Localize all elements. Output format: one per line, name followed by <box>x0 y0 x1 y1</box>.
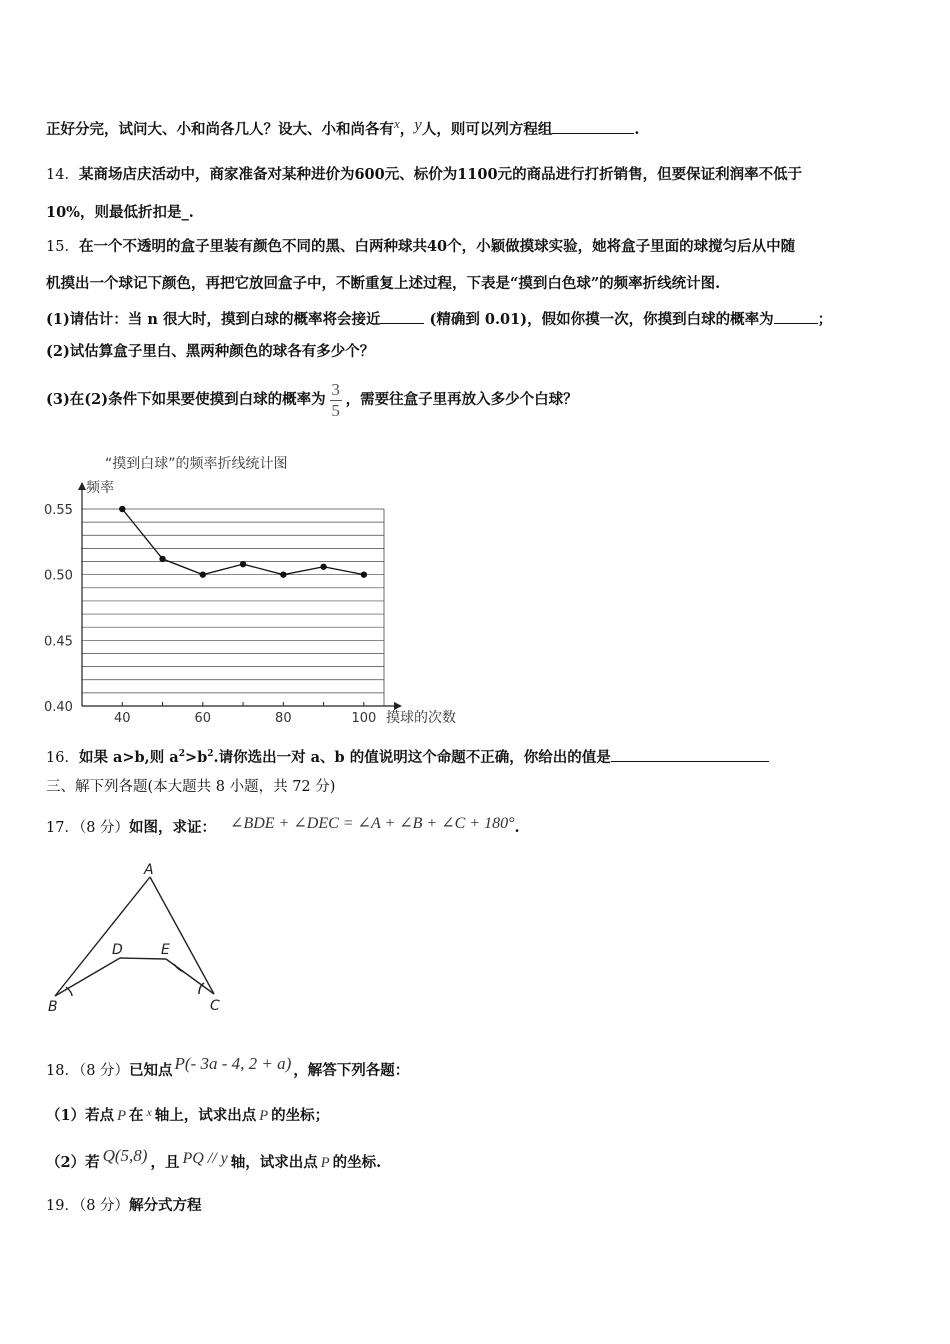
q16-sup1: 2 <box>178 749 185 759</box>
x-tick-label: 100 <box>351 711 377 726</box>
data-point <box>320 564 326 570</box>
chart-axes <box>78 482 402 710</box>
q16-number: 16． <box>46 749 79 766</box>
q18-p1-b: 在 <box>128 1107 144 1124</box>
q16-sup2: 2 <box>207 749 214 759</box>
q14-number: 14． <box>46 167 79 183</box>
q18-p2-parallel: PQ // y <box>182 1150 228 1167</box>
q15-frac-numerator: 3 <box>331 379 340 399</box>
label-e: E <box>161 942 170 958</box>
chart-grid <box>82 509 384 706</box>
section3-title-line <box>46 777 910 797</box>
q18-score: （8 分） <box>78 1063 130 1079</box>
q15-part2 <box>46 342 910 362</box>
q13-var-y: y <box>414 115 422 134</box>
q18-part2 <box>46 1142 910 1177</box>
q15-text-line1: 在一个不透明的盒子里装有颜色不同的黑、白两种球共40个，小颖做摸球实验，她将盒子里面的球搅匀后从中随 <box>78 238 796 255</box>
data-point <box>159 556 165 562</box>
q14-text-line2: 10%，则最低折扣是_. <box>46 204 194 221</box>
q17-line <box>46 814 910 838</box>
q18-point: P(- 3a - 4, 2 + a) <box>174 1054 292 1073</box>
label-c: C <box>210 998 220 1014</box>
data-point <box>200 571 206 577</box>
segment-ab <box>55 877 150 996</box>
y-tick-label: 0.45 <box>44 634 73 650</box>
q14-line1 <box>46 165 910 185</box>
q15-fraction <box>330 380 342 421</box>
q13-var-x: x <box>394 116 400 131</box>
q18-p1-d: 的坐标； <box>271 1107 330 1124</box>
data-point <box>119 506 125 512</box>
q15-part2-text: (2)试估算盒子里白、黑两种颜色的球各有多少个？ <box>46 343 375 360</box>
q18-p1-a: （1）若点 <box>46 1107 115 1124</box>
q15-part1-blank1[interactable] <box>380 309 424 324</box>
q18-p2-d: 的坐标. <box>332 1154 382 1171</box>
data-point <box>280 571 286 577</box>
segment-de <box>120 958 166 959</box>
q13-sep: ， <box>399 121 415 138</box>
q18-p1-P: P <box>117 1108 126 1124</box>
q19-number: 19． <box>46 1198 79 1214</box>
q17-score: （8 分） <box>78 820 130 836</box>
q15-part1-blank2[interactable] <box>774 309 818 324</box>
q15-number: 15． <box>46 239 79 255</box>
label-b: B <box>48 999 58 1015</box>
q16-line <box>46 744 910 768</box>
x-axis-arrow <box>394 702 402 710</box>
frequency-line-chart <box>40 448 480 733</box>
q13-end: . <box>634 121 640 138</box>
x-tick-label: 80 <box>275 711 292 726</box>
segment-ec <box>166 959 214 994</box>
q18-p2-b: ，且 <box>150 1154 180 1171</box>
q18-p2-a: （2）若 <box>46 1154 100 1171</box>
chart-y-axis-label: 频率 <box>86 480 114 496</box>
q13-text-after: 人，则可以列方程组 <box>421 121 553 138</box>
q15-part3-b: ，需要往盒子里再放入多少个白球？ <box>345 391 578 408</box>
q18-line <box>46 1050 910 1085</box>
q17-formula: ∠BDE + ∠DEC = ∠A + ∠B + ∠C + 180° <box>230 815 515 832</box>
y-tick-label: 0.40 <box>44 700 73 715</box>
segment-bd <box>55 958 120 996</box>
label-d: D <box>112 942 123 958</box>
data-point <box>240 561 246 567</box>
q14-line2 <box>46 203 910 223</box>
x-tick-label: 60 <box>194 711 212 726</box>
q18-p1-x: x <box>146 1105 152 1119</box>
q19-line <box>46 1196 910 1216</box>
chart-title: “摸到白球”的频率折线统计图 <box>105 456 288 472</box>
data-point <box>361 571 367 577</box>
label-a: A <box>144 862 154 878</box>
q16-text-b: >b <box>184 748 208 766</box>
q19-score: （8 分） <box>78 1198 130 1214</box>
q18-p1-c: 轴上，试求出点 <box>154 1107 257 1124</box>
q19-text: 解分式方程 <box>129 1197 202 1214</box>
q18-p2-P: P <box>320 1155 330 1171</box>
q15-part1-a: (1)请估计：当 n 很大时，摸到白球的概率将会接近 <box>46 311 381 328</box>
q15-line1 <box>46 237 910 257</box>
q18-p2-Q: Q(5,8) <box>102 1146 148 1165</box>
q15-frac-denominator: 5 <box>331 400 340 420</box>
angle-mark-c <box>199 983 204 994</box>
q16-text-c: .请你选出一对 a、b 的值说明这个命题不正确，你给出的值是 <box>213 748 611 766</box>
q18-p2-c: 轴，试求出点 <box>230 1154 318 1171</box>
y-axis-arrow <box>78 482 86 490</box>
q17-end: . <box>514 819 520 836</box>
q17-number: 17． <box>46 820 79 836</box>
q18-text-b: ，解答下列各题： <box>293 1062 410 1079</box>
q14-text-line1: 某商场店庆活动中，商家准备对某种进价为600元、标价为1100元的商品进行打折销售，但要保证利润率不低于 <box>78 166 803 183</box>
q13-answer-blank[interactable] <box>552 119 634 134</box>
section3-title: 三、解下列各题(本大题共 8 小题，共 72 分) <box>46 779 336 795</box>
q15-part3-a: (3)在(2)条件下如果要使摸到白球的概率为 <box>46 391 326 408</box>
chart-series <box>119 506 367 578</box>
q13-line <box>46 114 910 140</box>
q16-text-a: 如果 a>b,则 a <box>78 748 179 766</box>
q15-line2 <box>46 274 910 294</box>
q13-text-before: 正好分完，试问大、小和尚各几人？设大、小和尚各有 <box>46 121 394 138</box>
triangle-figure <box>44 858 234 1018</box>
q17-text: 如图，求证： <box>129 819 217 836</box>
y-tick-label: 0.55 <box>44 503 73 518</box>
x-tick-label: 40 <box>113 711 131 726</box>
q15-part1-b: (精确到 0.01)，假如你摸一次，你摸到白球的概率为 <box>424 311 774 328</box>
q18-part1 <box>46 1102 910 1126</box>
chart-x-axis-label: 摸球的次数 <box>386 710 456 726</box>
segment-ac <box>150 877 214 994</box>
q15-part1-c: ； <box>817 311 833 328</box>
q15-part3 <box>46 378 910 422</box>
q18-number: 18． <box>46 1063 79 1079</box>
q15-part1 <box>46 309 910 330</box>
q16-answer-blank[interactable] <box>611 747 769 762</box>
q18-text-a: 已知点 <box>129 1062 173 1079</box>
y-tick-label: 0.50 <box>44 568 73 584</box>
q18-p1-P2: P <box>259 1108 269 1124</box>
q15-text-line2: 机摸出一个球记下颜色，再把它放回盒子中，不断重复上述过程，下表是“摸到白色球”的频率折线统计图. <box>46 275 721 292</box>
